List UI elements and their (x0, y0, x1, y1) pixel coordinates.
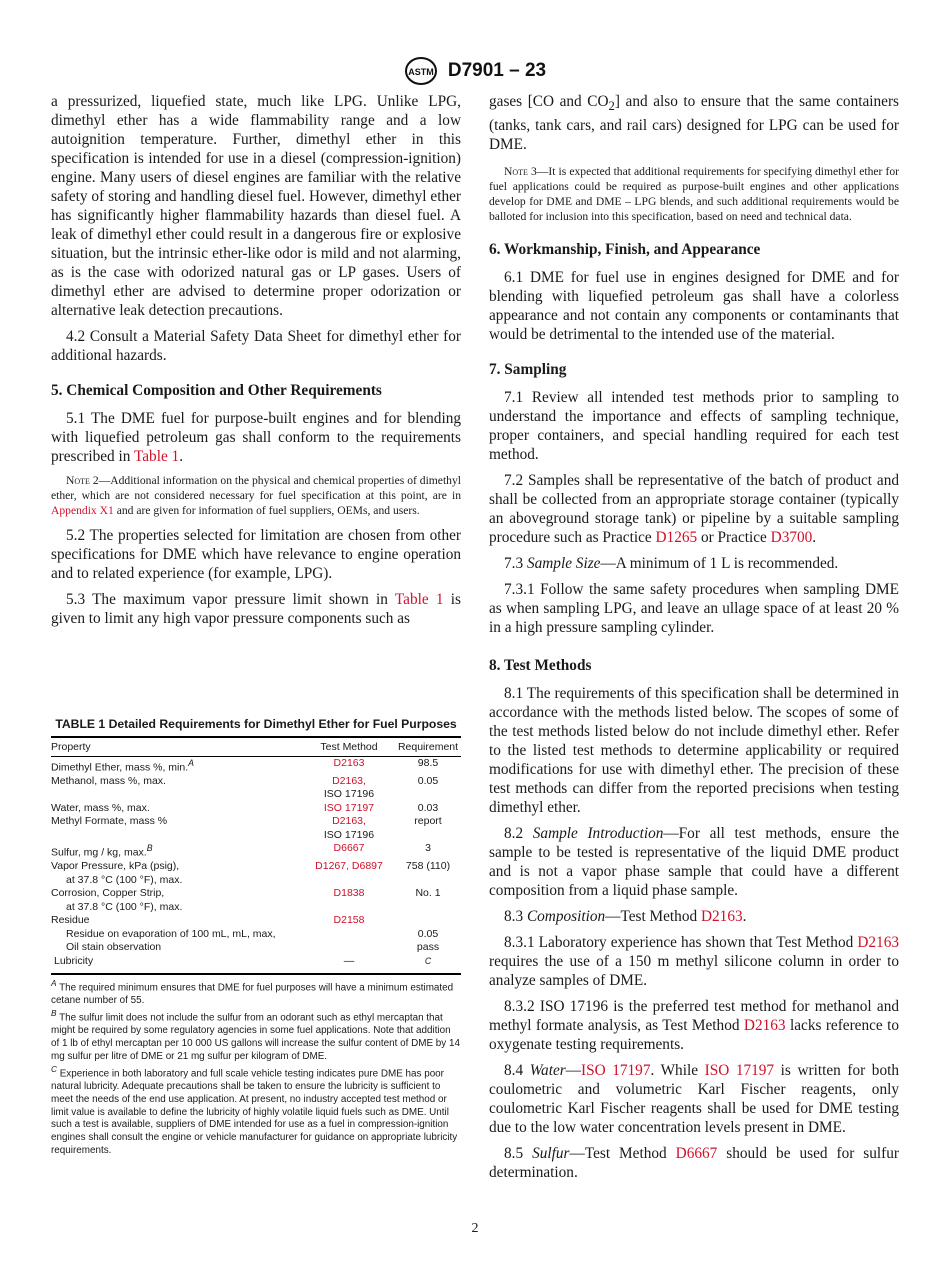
cell-property: Vapor Pressure, kPa (psig), at 37.8 °C (100 °F), max. (51, 860, 183, 886)
page-number: 2 (471, 1221, 479, 1236)
paragraph-5-1: 5.1 The DME fuel for purpose-built engines and for blending with liquefied petroleum gas shall conform to the requirements prescribed in Table 1. (51, 410, 461, 465)
paragraph-8-3: 8.3 Composition—Test Method D2163. (504, 908, 747, 926)
paragraph-8-3-2: 8.3.2 ISO 17196 is the preferred test method for methanol and methyl formate analysis, as Test Method D2163 lacks reference to oxygenate testing requirements. (489, 998, 900, 1054)
cell-requirement: 98.5 (417, 756, 439, 769)
iso-17197-link[interactable]: ISO 17197 (581, 1062, 651, 1080)
d1265-link[interactable]: D1265 (655, 529, 698, 547)
table-row (51, 860, 461, 887)
d6667-link[interactable]: D6667 (675, 1145, 718, 1163)
paragraph-7-3-1: 7.3.1 Follow the same safety procedures when sampling DME as when sampling LPG, and leave an ullage space of at least 20 % in a high pressure sampling cylinder. (489, 581, 899, 637)
table-1-link[interactable]: Table 1 (133, 448, 180, 465)
table-footnotes (51, 978, 461, 1158)
requirements-table (51, 736, 461, 975)
table-row (51, 842, 461, 860)
section-5-heading: 5. Chemical Composition and Other Requirements (51, 382, 382, 399)
cell-requirement: No. 1 (415, 887, 441, 899)
paragraph: a pressurized, liquefied state, much like LPG. Unlike LPG, dimethyl ether has a wide flammability range and a low autoignition temperature. Further, dimethyl ether in this specification is intended for use in a diesel (compression-ignition) engine. Many users of diesel engines are familiar with the relative safety of storing and handling diesel fuel. However, dimethyl ether has significantly higher flammability hazards than diesel fuel. A leak of dimethyl ether could result in a dangerous fire or explosive situation, but the intrinsic ether-like odor is mild and not alarming, as is the case with odorized natural gas or LP gases. Users of dimethyl ether are advised to determine proper odorization or alternative leak detection precautions. (51, 93, 461, 319)
table-row (51, 941, 461, 955)
d2163-link[interactable]: D2163 (743, 1017, 786, 1035)
cell-requirement (395, 914, 461, 928)
col-header-method: Test Method (303, 737, 395, 756)
astm-logo-icon (404, 56, 438, 86)
iso-17197-link[interactable]: ISO 17197 (704, 1062, 775, 1080)
paragraph-7-3: 7.3 Sample Size—A minimum of 1 L is recommended. (504, 555, 839, 573)
note-3: Note 3—It is expected that additional requirements for specifying dimethyl ether for fuel applications could be required as purpose-built engines and other applications develop for DME and DME – LPG blends, and such additional requirements would be balloted for inclusion into this specification, based on need and technical data. (489, 165, 899, 224)
table-row (51, 756, 461, 775)
table-row (51, 955, 461, 974)
test-method-link[interactable]: D6667 (333, 842, 365, 854)
cell-property: Residue (51, 914, 90, 926)
cell-test-method (303, 914, 395, 928)
d2163-link[interactable]: D2163 (857, 934, 899, 952)
cell-property: Corrosion, Copper Strip, at 37.8 °C (100 °F), max. (51, 887, 183, 913)
table-1-link[interactable]: Table 1 (394, 591, 444, 608)
cell-property: Oil stain observation (66, 941, 162, 953)
d3700-link[interactable]: D3700 (770, 529, 813, 547)
cell-requirement: 3 (425, 842, 431, 854)
table-row (51, 887, 461, 914)
cell-property: Lubricity (51, 955, 303, 974)
test-method-link[interactable]: D2163, (332, 815, 366, 827)
test-method-link[interactable]: D2163 (333, 756, 365, 769)
col-header-property: Property (51, 737, 303, 756)
test-method-link[interactable]: ISO 17197 (323, 801, 375, 814)
table-row (51, 802, 461, 816)
section-7-heading: 7. Sampling (489, 361, 567, 379)
paragraph-7-2: 7.2 Samples shall be representative of the batch of product and shall be collected from an appropriate storage container (typically an aboveground storage tank) or pipeline by a suitable sampling procedure such as Practice D1265 or Practice D3700. (489, 472, 899, 547)
cell-property: Sulfur, mg / kg, max.$^B$ (51, 843, 153, 859)
table-row (51, 815, 461, 842)
paragraph-5-2: 5.2 The properties selected for limitation are chosen from other specifications for DME which have relevance to engine operation and to related experience (for example, LPG). (51, 527, 461, 582)
cell-requirement: pass (416, 941, 440, 953)
cell-requirement: 0.05 (417, 927, 439, 940)
cell-property: Residue on evaporation of 100 mL, mL, max, (66, 927, 276, 940)
cell-test-method (303, 887, 395, 914)
test-method-link[interactable]: D2163, (332, 774, 366, 787)
cell-test-method (303, 802, 395, 816)
note-2: Note 2—Additional information on the physical and chemical properties of dimethyl ether, which are not considered necessary for fuel specification at this point, are in Appendix X1 and are given for information of fuel suppliers, OEMs, and users. (51, 474, 461, 517)
paragraph-8-4: 8.4 Water—ISO 17197. While ISO 17197 is written for both coulometric and volumetric Karl Fischer reagents, only coulometric Karl Fischer reagents shall be used for DME testing due to the low water concentration levels present in DME. (489, 1062, 899, 1137)
doc-number: D7901 – 23 (447, 60, 547, 81)
appendix-x1-link[interactable]: Appendix X1 (51, 504, 114, 517)
svg-text:ASTM: ASTM (408, 67, 434, 77)
table-caption: TABLE 1 Detailed Requirements for Dimethyl Ether for Fuel Purposes (55, 717, 457, 731)
paragraph-5-3: 5.3 The maximum vapor pressure limit shown in Table 1 is given to limit any high vapor pressure components such as (51, 591, 461, 627)
cell-requirement: 758 (110) (405, 860, 451, 872)
cell-requirement: 0.03 (417, 801, 439, 814)
paragraph-8-1: 8.1 The requirements of this specification shall be determined in accordance with the methods listed below. The scopes of some of the test methods listed below do not include dimethyl ether. Refer to the listed test methods to determine applicability or required modifications for use with dimethyl ether. The precision of these test methods can differ from the reported precisions when testing dimethyl ether. (489, 685, 899, 817)
cell-property: Methanol, mass %, max. (51, 774, 166, 787)
page-header (0, 56, 950, 86)
cell-property: Water, mass %, max. (51, 801, 150, 814)
footnote-c: $^C$ Experience in both laboratory and full scale vehicle testing indicates pure DME has poor natural lubricity. Adequate precautions shall be taken to ensure the lubricity is sufficient to meet the needs of the end use application. At present, no industry accepted test method or limit value is available to define the lubricity of highly volatile liquid fuels such as DME. Until such a test is available, suppliers of DME intended for use as a fuel in compression-ignition engines shall consult the engine or vehicle manufacturer for guidance on appropriate lubricity requirements. (51, 1065, 458, 1156)
test-method-link[interactable]: D1838 (333, 887, 365, 899)
d2163-link[interactable]: D2163 (700, 908, 743, 926)
cell-requirement: 0.05 (417, 774, 439, 787)
table-row (51, 775, 461, 802)
paragraph-7-1: 7.1 Review all intended test methods prior to sampling to understand the importance and effects of sampling technique, proper containers, and special handling required for each test method. (489, 389, 899, 464)
table-row (51, 928, 461, 942)
paragraph-8-5: 8.5 Sulfur—Test Method D6667 should be used for sulfur determination. (489, 1145, 899, 1182)
table-row (51, 914, 461, 928)
table-1 (51, 717, 461, 1159)
test-method-link[interactable]: D2158 (333, 914, 365, 926)
paragraph-6-1: 6.1 DME for fuel use in engines designed for DME and for blending with liquefied petroleum gas shall have a colorless appearance and not contain any components or contaminants that would be detrimental to the intended use of the material. (489, 269, 899, 344)
cell-test-method (303, 860, 395, 887)
cell-test-method: D2163, ISO 17196 (303, 815, 395, 842)
paragraph-8-3-1: 8.3.1 Laboratory experience has shown that Test Method D2163 requires the use of a 150 m methyl silicone column in order to analyze samples of DME. (489, 934, 899, 990)
footnote-b: $^B$ The sulfur limit does not include the sulfur from an odorant such as ethyl mercaptan that might be required by some regulatory agencies in some fuel applications. Note that addition of 1 lb of ethyl mercaptan per 10 000 US gallons will increase the sulfur content of DME by 14 mg sulfur per litre of DME or 21 mg sulfur per kilogram of DME. (51, 1009, 460, 1062)
left-column (51, 92, 461, 635)
section-8-heading: 8. Test Methods (489, 657, 592, 675)
right-column (489, 92, 899, 1189)
cell-test-method: — (303, 955, 395, 974)
cell-requirement: C (395, 955, 461, 974)
paragraph: gases [CO and $CO_2$] and also to ensure that the same containers (tanks, tank cars, and rail cars) designed for LPG can be used for DME. (489, 93, 899, 154)
cell-property: Dimethyl Ether, mass %, min.$^A$ (51, 757, 194, 773)
paragraph-4-2: 4.2 Consult a Material Safety Data Sheet for dimethyl ether for additional hazards. (51, 328, 461, 364)
cell-requirement: report (414, 815, 442, 827)
section-6-heading: 6. Workmanship, Finish, and Appearance (489, 241, 761, 259)
cell-test-method (303, 941, 395, 955)
paragraph-8-2: 8.2 Sample Introduction—For all test methods, ensure the sample to be tested is representative of the liquid DME product and is not a vapor phase sample that could have a different composition from a liquid phase sample. (489, 825, 899, 900)
cell-property: Methyl Formate, mass % (51, 815, 168, 827)
cell-test-method (303, 756, 395, 775)
cell-test-method: D2163, ISO 17196 (303, 775, 395, 802)
test-method-link[interactable]: D1267, D6897 (315, 860, 383, 872)
footnote-a: $^A$ The required minimum ensures that DME for fuel purposes will have a minimum estimated cetane number of 55. (51, 978, 454, 1006)
cell-test-method (303, 928, 395, 942)
cell-test-method (303, 842, 395, 860)
col-header-requirement: Requirement (395, 737, 461, 756)
